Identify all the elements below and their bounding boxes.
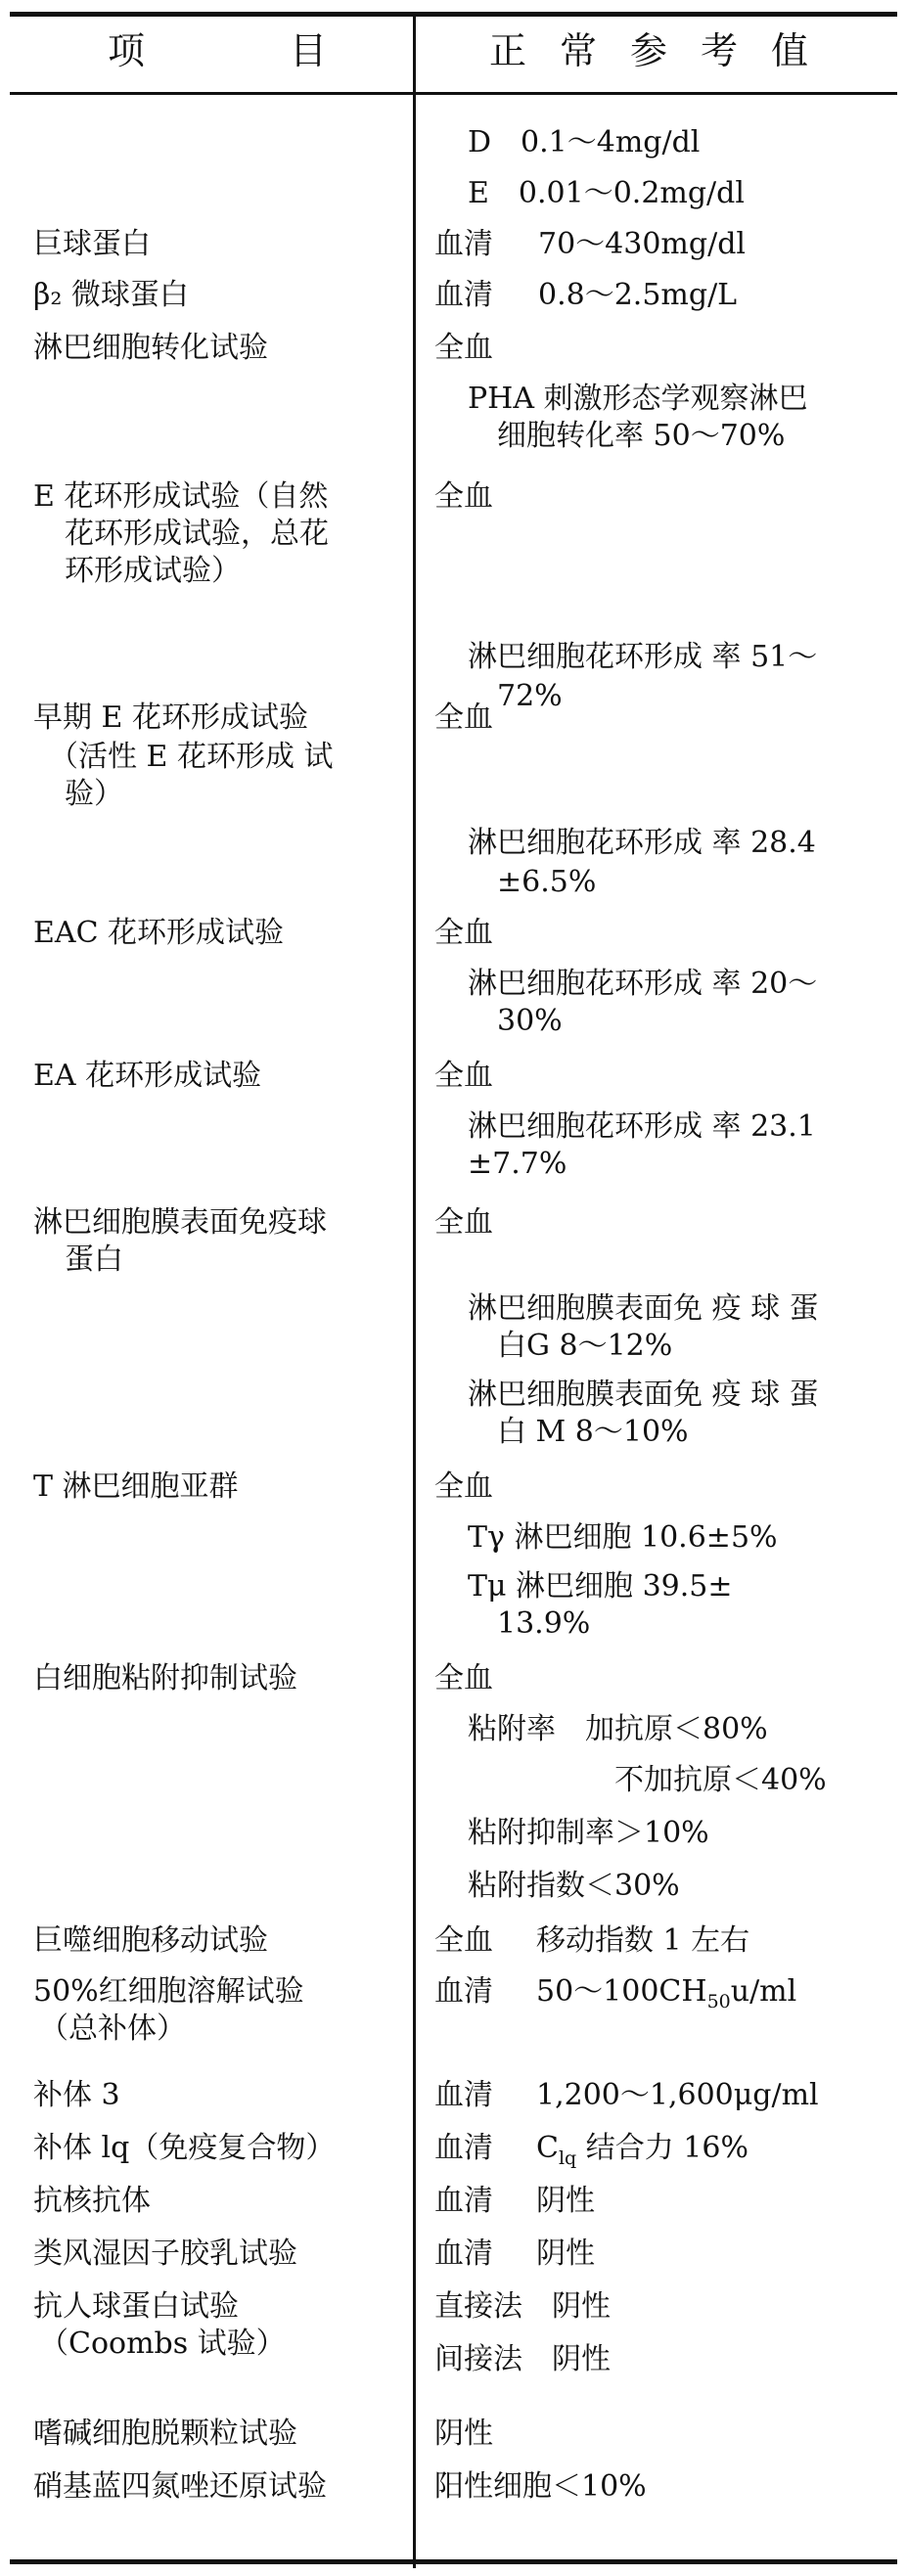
sample-type: 血清: [434, 2078, 493, 2112]
header-value-char-5: 值: [771, 29, 811, 72]
sample-type: 血清: [434, 1974, 493, 2009]
value-line: Tμ 淋巴细胞 39.5±: [468, 1569, 733, 1604]
item-name: 环形成试验）: [65, 554, 241, 588]
value-line: 粘附抑制率＞10%: [468, 1816, 709, 1850]
item-name: （Coombs 试验）: [39, 2327, 286, 2361]
item-name: 巨球蛋白: [33, 227, 151, 261]
sample-type: 血清: [434, 2184, 493, 2218]
sample-type: 全血: [434, 916, 493, 950]
value-line: 移动指数 1 左右: [536, 1923, 750, 1958]
item-name: 淋巴细胞膜表面免疫球: [33, 1205, 327, 1240]
value-line: 72%: [497, 679, 563, 713]
value-line: 淋巴细胞花环形成 率 23.1: [468, 1109, 816, 1144]
value-line: 阴性: [536, 2184, 595, 2218]
value-line: 1,200～1,600μg/ml: [536, 2078, 819, 2112]
value-line: 70～430mg/dl: [538, 227, 746, 261]
value-line: ±7.7%: [468, 1147, 567, 1181]
item-name: 巨噬细胞移动试验: [33, 1923, 268, 1958]
item-name: （活性 E 花环形成 试: [49, 740, 334, 774]
item-name: T 淋巴细胞亚群: [33, 1469, 239, 1504]
item-name: 50%红细胞溶解试验: [33, 1974, 304, 2009]
value-line: 不加抗原＜40%: [614, 1763, 827, 1797]
header-value-char-2: 常: [560, 29, 600, 72]
value-line: $50\sim 100CH_{50}u/ml$: [536, 1974, 797, 2012]
value-line: 直接法 阴性: [434, 2289, 611, 2324]
item-name: 白细胞粘附抑制试验: [33, 1661, 297, 1695]
item-name: 补体 3: [33, 2078, 120, 2112]
sample-type: 血清: [434, 2237, 493, 2271]
value-line: 淋巴细胞花环形成 率 28.4: [468, 826, 816, 860]
value-line: PHA 刺激形态学观察淋巴: [468, 382, 808, 416]
value-line: ±6.5%: [497, 865, 597, 899]
item-name: E 花环形成试验（自然: [33, 479, 329, 514]
value-line: 0.8～2.5mg/L: [538, 278, 738, 312]
value-line: 淋巴细胞花环形成 率 51～: [468, 640, 818, 674]
value-line: 间接法 阴性: [434, 2342, 611, 2376]
value-line: 13.9%: [497, 1606, 591, 1641]
item-name: 抗人球蛋白试验: [33, 2289, 239, 2324]
value-line: 阳性细胞＜10%: [434, 2469, 647, 2504]
bottom-border-rule: [10, 2559, 897, 2564]
value-line: 白G 8～12%: [497, 1329, 673, 1363]
header-value-char-3: 参: [630, 29, 670, 72]
value-line: 淋巴细胞膜表面免 疫 球 蛋: [468, 1291, 819, 1326]
value-line: 粘附率 加抗原＜80%: [468, 1712, 768, 1746]
item-name: 花环形成试验，总花: [65, 517, 329, 551]
top-border-rule: [10, 12, 897, 17]
header-value-char-4: 考: [701, 29, 741, 72]
sample-type: 全血: [434, 331, 493, 365]
value-line: 淋巴细胞膜表面免 疫 球 蛋: [468, 1378, 819, 1412]
header-rule: [10, 92, 897, 95]
value-line: 细胞转化率 50～70%: [497, 419, 786, 453]
sample-type: 全血: [434, 700, 493, 735]
sample-type: 血清: [434, 2131, 493, 2165]
column-divider: [413, 14, 416, 2568]
item-name: 早期 E 花环形成试验: [33, 700, 308, 735]
item-name: 嗜碱细胞脱颗粒试验: [33, 2417, 297, 2451]
value-line: 淋巴细胞花环形成 率 20～: [468, 967, 818, 1001]
value-line: 阴性: [434, 2417, 493, 2451]
item-name: EA 花环形成试验: [33, 1059, 262, 1093]
item-name: （总补体）: [39, 2011, 186, 2046]
value-line: D 0.1～4mg/dl: [468, 125, 701, 159]
sample-type: 全血: [434, 1923, 493, 1958]
sample-type: 血清: [434, 278, 493, 312]
value-line: Tγ 淋巴细胞 10.6±5%: [468, 1520, 778, 1555]
item-name: EAC 花环形成试验: [33, 916, 285, 950]
item-name: 验）: [65, 777, 123, 811]
header-item-char-2: 目: [290, 29, 330, 72]
value-line: 白 M 8～10%: [497, 1415, 689, 1449]
sample-type: 全血: [434, 1205, 493, 1240]
item-name: 硝基蓝四氮唑还原试验: [33, 2469, 327, 2504]
item-name: 淋巴细胞转化试验: [33, 331, 268, 365]
header-value-char-1: 正: [489, 29, 529, 72]
value-line: 30%: [497, 1004, 563, 1038]
sample-type: 血清: [434, 227, 493, 261]
sample-type: 全血: [434, 1059, 493, 1093]
value-line: 阴性: [536, 2237, 595, 2271]
value-line: E 0.01～0.2mg/dl: [468, 176, 745, 210]
item-name: 类风湿因子胶乳试验: [33, 2237, 297, 2271]
header-item-char-1: 项: [108, 29, 148, 72]
sample-type: 全血: [434, 479, 493, 514]
item-name: 蛋白: [65, 1243, 123, 1277]
item-name: 抗核抗体: [33, 2184, 151, 2218]
value-line: $C_{lq}$ 结合力 16%: [536, 2131, 748, 2169]
sample-type: 全血: [434, 1469, 493, 1504]
value-line: 粘附指数＜30%: [468, 1869, 680, 1903]
item-name: β₂ 微球蛋白: [33, 278, 189, 312]
item-name: 补体 lq（免疫复合物）: [33, 2131, 336, 2165]
sample-type: 全血: [434, 1661, 493, 1695]
